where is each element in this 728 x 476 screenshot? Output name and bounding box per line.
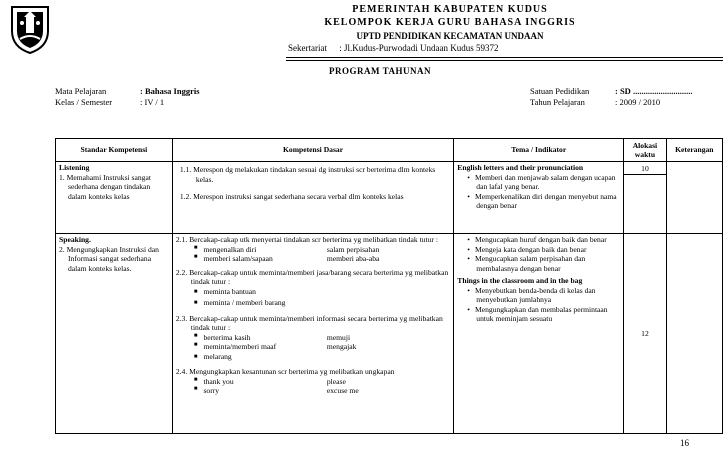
header-tema: Tema / Indikator	[454, 139, 624, 162]
item-text: memberi aba-aba	[326, 254, 380, 263]
sk-speaking	[56, 234, 173, 434]
item-text: ■ thank you	[203, 376, 234, 386]
secretariat-address: : Jl.Kudus-Purwodadi Undaan Kudus 59372	[339, 43, 499, 53]
list-item	[194, 342, 450, 352]
tema-speaking	[454, 234, 624, 434]
satuan-value: : SD ............................	[615, 86, 693, 96]
list-item: • Memberi dan menjawab salam dengan ucapan dan lafal yang benar.	[467, 173, 620, 192]
list-item	[194, 254, 450, 264]
alokasi-1	[624, 162, 666, 234]
header-rule-thin	[286, 60, 723, 61]
tahun-value: : 2009 / 2010	[615, 97, 661, 107]
alokasi-2	[624, 234, 666, 434]
kd-1-2: 1.2. Merespon instruksi sangat sederhana secara verbal dlm konteks kelas	[179, 192, 404, 201]
sk-text: 1. Memahami Instruksi sangat sederhana dengan tindakan dalam konteks kelas	[59, 172, 151, 201]
item-text: please	[326, 376, 346, 386]
kd-2-4: 2.4. Mengungkapkan kesantunan scr berterima yg melibatkan ungkapan	[175, 367, 395, 376]
header-kd: Kompetensi Dasar	[172, 139, 453, 162]
item-text: memuji	[326, 332, 351, 342]
kudus-logo	[8, 3, 52, 55]
list-item: ■ meminta bantuan	[194, 287, 450, 299]
meta-right	[530, 86, 692, 108]
secretariat-label: Sekertariat	[288, 43, 327, 53]
alokasi-value: 10	[624, 164, 665, 175]
sk-title: Speaking.	[59, 235, 91, 244]
list-item	[194, 386, 450, 396]
header-line-1: PEMERINTAH KABUPATEN KUDUS	[352, 4, 548, 15]
satuan-label: Satuan Pedidikan	[530, 86, 590, 96]
alokasi-value: 12	[641, 328, 649, 338]
item-text: ■ memberi salam/sapaan	[203, 254, 273, 263]
list-item: • Mengucapkan huruf dengan baik dan benar	[467, 235, 620, 245]
table-row	[56, 162, 723, 234]
item-text: mengajak	[326, 342, 357, 351]
list-item	[194, 245, 450, 255]
sk-listening	[56, 162, 173, 234]
item-text: salam perpisahan	[326, 244, 380, 254]
header-line-2: KELOMPOK KERJA GURU BAHASA INGGRIS	[324, 17, 576, 28]
meta-left	[55, 86, 200, 108]
kd-2-3: 2.3. Bercakap-cakap untuk meminta/memberi informasi secara berterima yg melibatkan tindak tutur :	[175, 313, 443, 332]
mapel-value: : Bahasa Inggris	[140, 86, 200, 96]
list-item: • Mengungkapkan dan membalas permintaan untuk meminjam sesuatu	[467, 305, 620, 324]
kelas-value: : IV / 1	[140, 97, 165, 107]
table-row	[56, 234, 723, 434]
list-item: • Memperkenalikan diri dengan menyebut nama dengan benar	[467, 192, 620, 211]
page-number: 16	[680, 438, 689, 448]
header-line-4	[288, 43, 498, 53]
header-alokasi: Alokasi waktu	[624, 139, 666, 162]
tema-title: English letters and their pronunciation	[457, 163, 584, 172]
item-text: ■ meminta/memberi maaf	[203, 342, 277, 351]
kd-listening	[172, 162, 453, 234]
list-item: • Mengeja kata dengan baik dan benar	[467, 245, 620, 255]
kd-2-1: 2.1. Bercakap-cakap utk menyertai tindakan scr berterima yg melibatkan tindak tutur :	[175, 235, 438, 244]
ket-1	[666, 162, 722, 234]
sk-title: Listening	[59, 163, 90, 172]
header-sk: Standar Kompetensi	[56, 139, 173, 162]
kd-1-1: 1.1. Merespon dg melakukan tindakan sesuai dg instruksi scr berterima dlm konteks kelas.	[179, 165, 436, 184]
header-rule	[286, 57, 723, 58]
list-item	[194, 377, 450, 387]
program-title: PROGRAM TAHUNAN	[329, 66, 431, 76]
list-item	[194, 333, 450, 343]
header-ket: Keterangan	[666, 139, 722, 162]
list-item: • Mengucapkan salam perpisahan dan membalasnya dengan benar	[467, 254, 620, 273]
header-line-3: UPTD PENDIDIKAN KECAMATAN UNDAAN	[356, 31, 544, 41]
item-text: excuse me	[326, 386, 359, 395]
tema-title: Things in the classroom and in the bag	[457, 276, 583, 285]
list-item: ■ meminta / memberi barang	[194, 298, 450, 310]
table-header-row	[56, 139, 723, 162]
kd-2-2: 2.2. Bercakap-cakap untuk meminta/memberi jasa/barang secara berterima yg melibatkan tindak tutur :	[175, 267, 449, 286]
kelas-label: Kelas / Semester	[55, 97, 113, 107]
list-item: • Menyebutkan benda-benda di kelas dan menyebutkan jumlahnya	[467, 286, 620, 305]
item-text: ■ sorry	[203, 386, 220, 395]
list-item: ■ melarang	[194, 352, 450, 364]
ket-2	[666, 234, 722, 434]
tahun-label: Tahun Pelajaran	[530, 97, 585, 107]
item-text: ■ mengenalkan diri	[203, 244, 257, 254]
kd-speaking	[172, 234, 453, 434]
sk-text: 2. Mengungkapkan Instruksi dan Informasi sangat sederhana dalam konteks kelas.	[59, 244, 159, 273]
mapel-label: Mata Pelajaran	[55, 86, 107, 96]
tema-listening	[454, 162, 624, 234]
program-table	[55, 138, 723, 434]
item-text: ■ berterima kasih	[203, 332, 251, 342]
